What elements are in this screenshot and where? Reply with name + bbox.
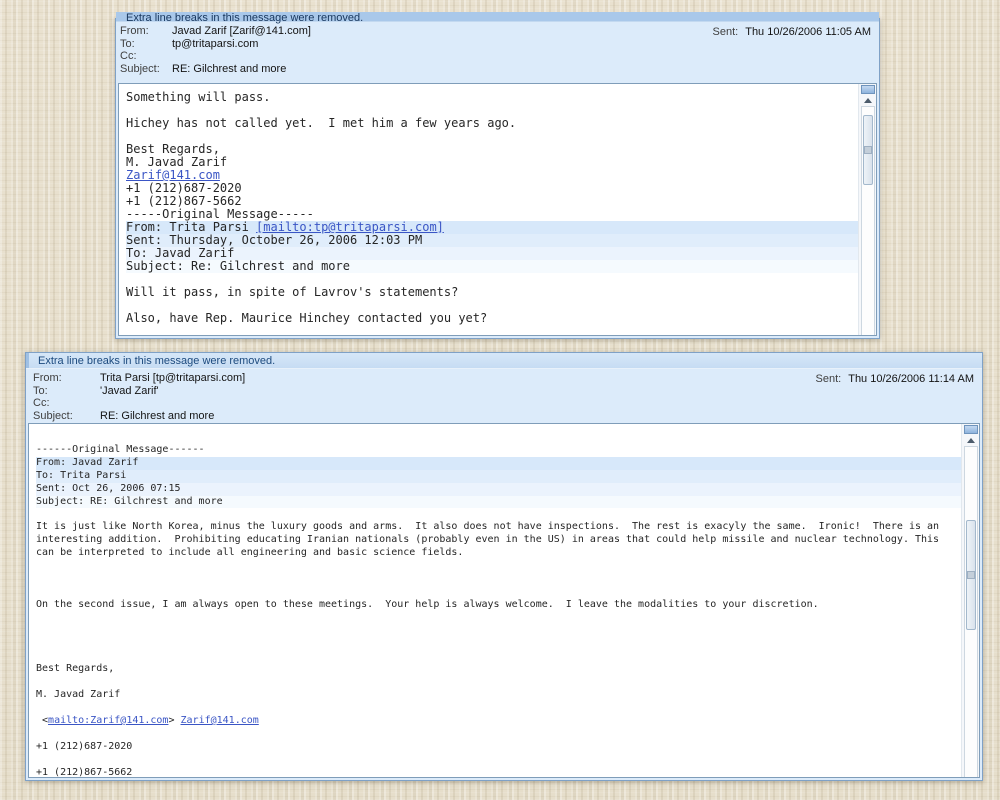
body-text: Subject: Re: Gilchrest and more (126, 259, 350, 273)
clipped-info-bar (116, 12, 879, 22)
email-link[interactable]: Zarif@141.com (126, 168, 220, 182)
message-header (26, 369, 982, 424)
subject-label: Subject: (33, 409, 73, 422)
clipped-info-bar-text: Extra line breaks in this message were removed. (126, 12, 364, 24)
split-handle-button[interactable] (861, 85, 875, 94)
message-body-text[interactable] (119, 84, 858, 335)
body-text: M. Javad Zarif (126, 155, 228, 169)
body-text: +1 (212)687-2020 (36, 740, 133, 752)
sent-label: Sent: (712, 26, 739, 38)
info-bar (26, 353, 982, 369)
scroll-up-icon (864, 98, 872, 103)
body-line (126, 156, 858, 169)
sent-field (816, 373, 974, 385)
to-value: tp@tritaparsi.com (172, 37, 259, 50)
body-line (36, 676, 961, 689)
body-line (126, 143, 858, 156)
scroll-up-icon (967, 438, 975, 443)
vertical-scrollbar[interactable] (858, 84, 876, 335)
header-row-subject (26, 410, 974, 423)
body-text: can be interpreted to include all engineering and basic science fields. (36, 547, 464, 559)
body-text: Sent: Oct 26, 2006 07:15 (36, 482, 181, 494)
to-label: To: (120, 37, 135, 50)
subject-label: Subject: (120, 62, 160, 75)
to-value: 'Javad Zarif' (100, 384, 159, 397)
body-line (36, 534, 961, 547)
email-window-parsi (25, 352, 983, 781)
scrollbar-thumb[interactable] (966, 520, 976, 630)
body-line (36, 741, 961, 754)
cc-label: Cc: (33, 397, 50, 410)
body-text: Hichey has not called yet. I met him a few years ago. (126, 116, 517, 130)
from-value: Trita Parsi [tp@tritaparsi.com] (100, 372, 246, 384)
body-line (36, 663, 961, 676)
body-text: It is just like North Korea, minus the luxury goods and arms. It also does not have inspections. The rest is exacyly the same. Ironic! There is an (36, 521, 940, 533)
body-line (36, 689, 961, 702)
header-row-subject (116, 63, 871, 76)
info-bar-accent (26, 353, 29, 368)
to-label: To: (33, 384, 48, 397)
sent-value: Thu 10/26/2006 11:05 AM (745, 26, 871, 38)
vertical-scrollbar[interactable] (961, 424, 979, 777)
body-text: From: Javad Zarif (36, 456, 139, 468)
body-text: Best Regards, (36, 663, 115, 675)
email-link[interactable]: [mailto:tp@tritaparsi.com] (256, 220, 444, 234)
body-line (126, 117, 858, 130)
body-line (36, 560, 961, 573)
body-text: Will it pass, in spite of Lavrov's statements? (126, 285, 459, 299)
body-text: Best Regards, (126, 142, 220, 156)
body-line (36, 521, 961, 534)
body-line (36, 650, 961, 663)
message-body-pane (28, 423, 980, 778)
header-row-to (26, 385, 974, 398)
email-window-zarif (115, 12, 880, 339)
body-line (126, 312, 858, 325)
body-line (36, 547, 961, 560)
scrollbar-grip-icon (967, 571, 975, 579)
body-line (36, 728, 961, 741)
body-text: < (36, 714, 49, 726)
message-body-text[interactable] (29, 424, 961, 777)
body-text: +1 (212)687-2020 (126, 181, 242, 195)
scrollbar-track[interactable] (964, 446, 978, 777)
from-label: From: (33, 372, 62, 384)
body-line (36, 715, 961, 728)
body-line (36, 470, 961, 483)
body-line (36, 702, 961, 715)
body-line (36, 431, 961, 444)
header-row-cc (26, 397, 974, 410)
body-line (36, 586, 961, 599)
body-line (36, 457, 961, 470)
body-line (36, 573, 961, 586)
body-text: > (168, 714, 181, 726)
body-text: M. Javad Zarif (36, 689, 121, 701)
body-text: From: Trita Parsi (126, 220, 257, 234)
body-line (36, 754, 961, 767)
body-line (36, 638, 961, 651)
body-text: Also, have Rep. Maurice Hinchey contacted you yet? (126, 311, 488, 325)
from-label: From: (120, 25, 149, 37)
body-line (36, 444, 961, 457)
scrollbar-grip-icon (864, 146, 872, 154)
body-text: To: Trita Parsi (36, 469, 127, 481)
body-line (36, 767, 961, 780)
subject-value: RE: Gilchrest and more (172, 62, 287, 75)
email-link[interactable]: Zarif@141.com (180, 714, 259, 726)
body-text: On the second issue, I am always open to these meetings. Your help is always welcome. I leave the modalities to your discretion. (36, 598, 819, 610)
email-link[interactable]: mailto:Zarif@141.com (48, 714, 169, 726)
body-line (36, 599, 961, 612)
header-row-cc (116, 50, 871, 63)
body-line (36, 625, 961, 638)
body-line (36, 496, 961, 509)
body-line (126, 130, 858, 143)
sent-value: Thu 10/26/2006 11:14 AM (848, 373, 974, 385)
message-body-pane (118, 83, 877, 336)
body-text: Subject: RE: Gilchrest and more (36, 495, 223, 507)
body-text: To: Javad Zarif (126, 246, 235, 260)
message-header (116, 22, 879, 77)
scrollbar-thumb[interactable] (863, 115, 873, 185)
body-line (36, 612, 961, 625)
body-text: -----Original Message----- (126, 207, 314, 221)
body-text: +1 (212)867-5662 (36, 766, 133, 778)
header-row-to (116, 38, 871, 51)
body-text: Sent: Thursday, October 26, 2006 12:03 PM (126, 233, 423, 247)
from-value: Javad Zarif [Zarif@141.com] (172, 25, 311, 37)
body-line (36, 483, 961, 496)
body-text: +1 (212)867-5662 (126, 194, 242, 208)
body-line (126, 260, 858, 273)
body-line (126, 234, 858, 247)
sent-field (713, 26, 871, 38)
body-line (126, 286, 858, 299)
body-text: interesting addition. Prohibiting educating Iranian nationals (probably even in the US) in areas that could help missile and nuclear technology. This (36, 534, 940, 546)
split-handle-button[interactable] (964, 425, 978, 434)
scrollbar-track[interactable] (861, 106, 875, 335)
body-text: ------Original Message------ (36, 443, 205, 455)
body-line (36, 508, 961, 521)
cc-label: Cc: (120, 50, 137, 63)
info-bar-text: Extra line breaks in this message were removed. (38, 354, 276, 367)
subject-value: RE: Gilchrest and more (100, 409, 215, 422)
sent-label: Sent: (815, 373, 842, 385)
body-text: Something will pass. (126, 90, 271, 104)
body-line (126, 91, 858, 104)
